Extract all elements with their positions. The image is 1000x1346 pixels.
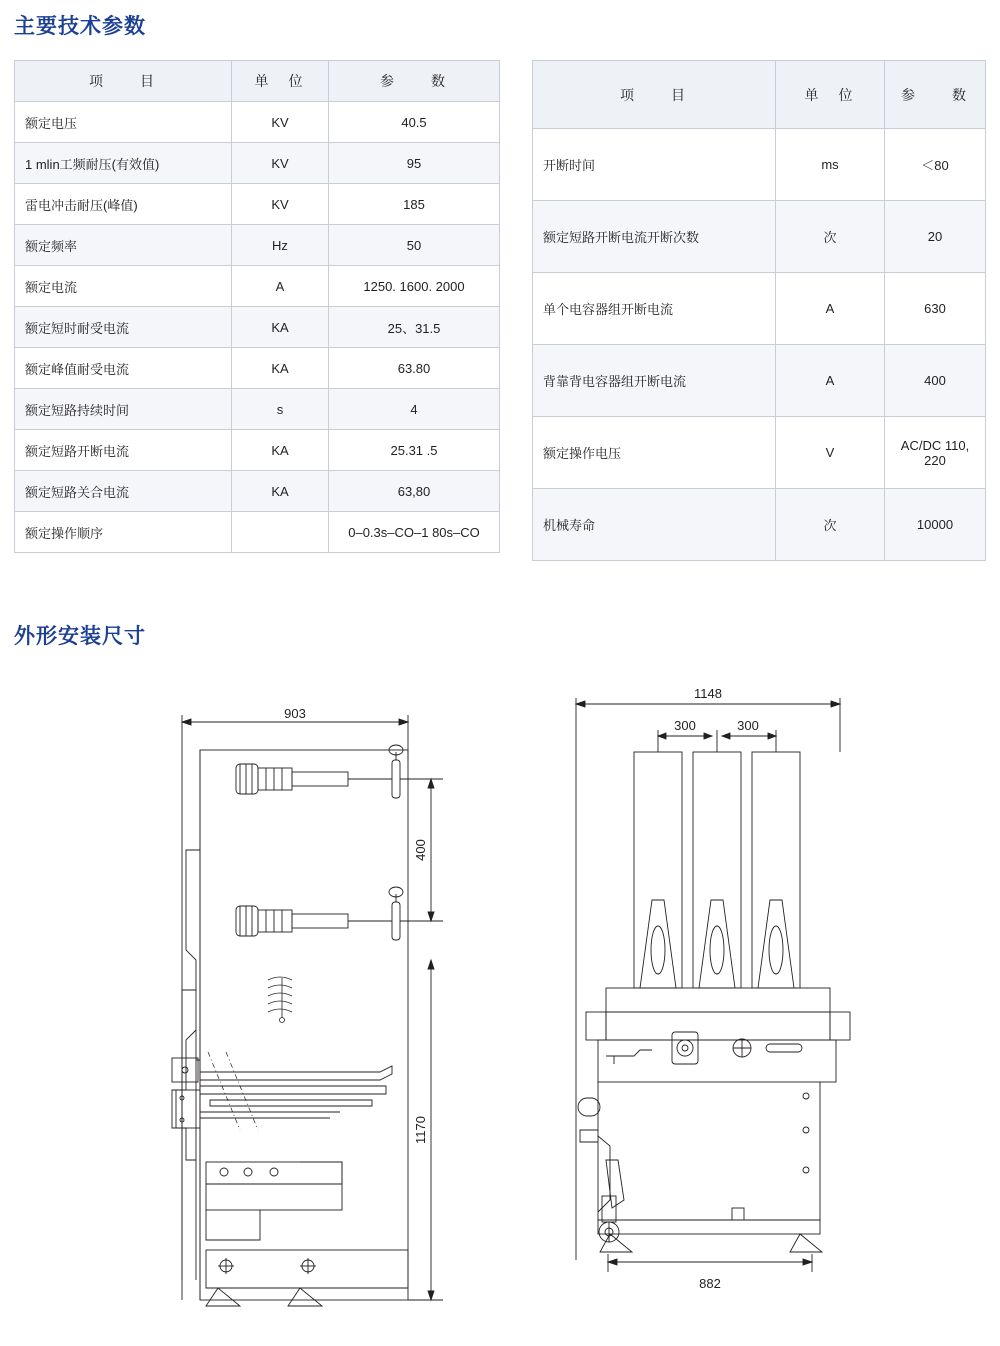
cell-value: 4	[329, 389, 500, 430]
cell-item: 额定操作电压	[533, 417, 776, 489]
cell-item: 单个电容器组开断电流	[533, 273, 776, 345]
table-row	[15, 471, 500, 512]
cell-value: 63.80	[329, 348, 500, 389]
cell-unit: s	[232, 389, 329, 430]
table-row	[15, 512, 500, 553]
table-header-row	[15, 61, 500, 102]
dim-side-pole-2: 300	[737, 718, 759, 733]
cell-value: 63,80	[329, 471, 500, 512]
cell-unit: KA	[232, 471, 329, 512]
cell-item: 额定操作顺序	[15, 512, 232, 553]
cell-unit: KA	[232, 307, 329, 348]
cell-unit: KV	[232, 184, 329, 225]
cell-item: 额定电流	[15, 266, 232, 307]
technical-parameters-table-right	[532, 60, 986, 561]
table-row	[533, 489, 986, 561]
cell-item: 额定短路开断电流	[15, 430, 232, 471]
cell-value: 400	[885, 345, 986, 417]
table-row	[15, 184, 500, 225]
table-row	[15, 143, 500, 184]
table-row	[15, 225, 500, 266]
cell-value: 50	[329, 225, 500, 266]
dim-side-pole-1: 300	[674, 718, 696, 733]
cell-value: AC/DC 110, 220	[885, 417, 986, 489]
cell-unit: KV	[232, 143, 329, 184]
table-row	[533, 201, 986, 273]
cell-item: 雷电冲击耐压(峰值)	[15, 184, 232, 225]
cell-unit: KA	[232, 348, 329, 389]
outline-installation-drawings	[0, 660, 1000, 1340]
cell-item: 额定频率	[15, 225, 232, 266]
cell-unit: ms	[776, 129, 885, 201]
cell-item: 1 mlin工频耐压(有效值)	[15, 143, 232, 184]
table-row	[15, 102, 500, 143]
cell-value: 25.31 .5	[329, 430, 500, 471]
table-row	[15, 389, 500, 430]
cell-item: 背靠背电容器组开断电流	[533, 345, 776, 417]
cell-unit: A	[232, 266, 329, 307]
table-row	[15, 348, 500, 389]
table-left-header-unit: 单 位	[232, 61, 329, 102]
dim-front-width: 903	[284, 706, 306, 721]
cell-item: 机械寿命	[533, 489, 776, 561]
table-row	[533, 129, 986, 201]
cell-item: 额定短路开断电流开断次数	[533, 201, 776, 273]
cell-item: 额定峰值耐受电流	[15, 348, 232, 389]
cell-value: 20	[885, 201, 986, 273]
cell-value: 185	[329, 184, 500, 225]
cell-unit: Hz	[232, 225, 329, 266]
cell-unit	[232, 512, 329, 553]
cell-value: 1250. 1600. 2000	[329, 266, 500, 307]
table-right-header-unit: 单 位	[776, 61, 885, 129]
cell-item: 额定短时耐受电流	[15, 307, 232, 348]
technical-parameters-table-left	[14, 60, 500, 553]
dim-side-base-width: 882	[699, 1276, 721, 1291]
cell-value: 0–0.3s–CO–1 80s–CO	[329, 512, 500, 553]
cell-value: 95	[329, 143, 500, 184]
cell-value: 630	[885, 273, 986, 345]
cell-unit: V	[776, 417, 885, 489]
cell-value: 40.5	[329, 102, 500, 143]
table-header-row	[533, 61, 986, 129]
table-row	[533, 417, 986, 489]
cell-item: 额定电压	[15, 102, 232, 143]
table-row	[15, 266, 500, 307]
cell-unit: KA	[232, 430, 329, 471]
table-right-header-item: 项 目	[533, 61, 776, 129]
cell-unit: A	[776, 273, 885, 345]
dim-front-mid: 400	[413, 839, 428, 861]
cell-value: ＜80	[885, 129, 986, 201]
cell-item: 额定短路持续时间	[15, 389, 232, 430]
cell-value: 10000	[885, 489, 986, 561]
table-row	[533, 273, 986, 345]
front-view-drawing	[172, 715, 443, 1306]
table-right-header-value: 参 数	[885, 61, 986, 129]
table-row	[15, 430, 500, 471]
cell-unit: A	[776, 345, 885, 417]
table-row	[15, 307, 500, 348]
page-title-parameters: 主要技术参数	[14, 15, 146, 38]
table-left-header-value: 参 数	[329, 61, 500, 102]
page-title-dimensions: 外形安装尺寸	[14, 625, 146, 648]
cell-item: 额定短路关合电流	[15, 471, 232, 512]
cell-unit: 次	[776, 201, 885, 273]
cell-unit: 次	[776, 489, 885, 561]
table-row	[533, 345, 986, 417]
cell-unit: KV	[232, 102, 329, 143]
cell-item: 开断时间	[533, 129, 776, 201]
dim-side-total-width: 1148	[694, 686, 722, 701]
dim-front-height: 1170	[413, 1116, 428, 1144]
side-view-drawing	[576, 698, 850, 1272]
table-left-header-item: 项 目	[15, 61, 232, 102]
cell-value: 25、31.5	[329, 307, 500, 348]
